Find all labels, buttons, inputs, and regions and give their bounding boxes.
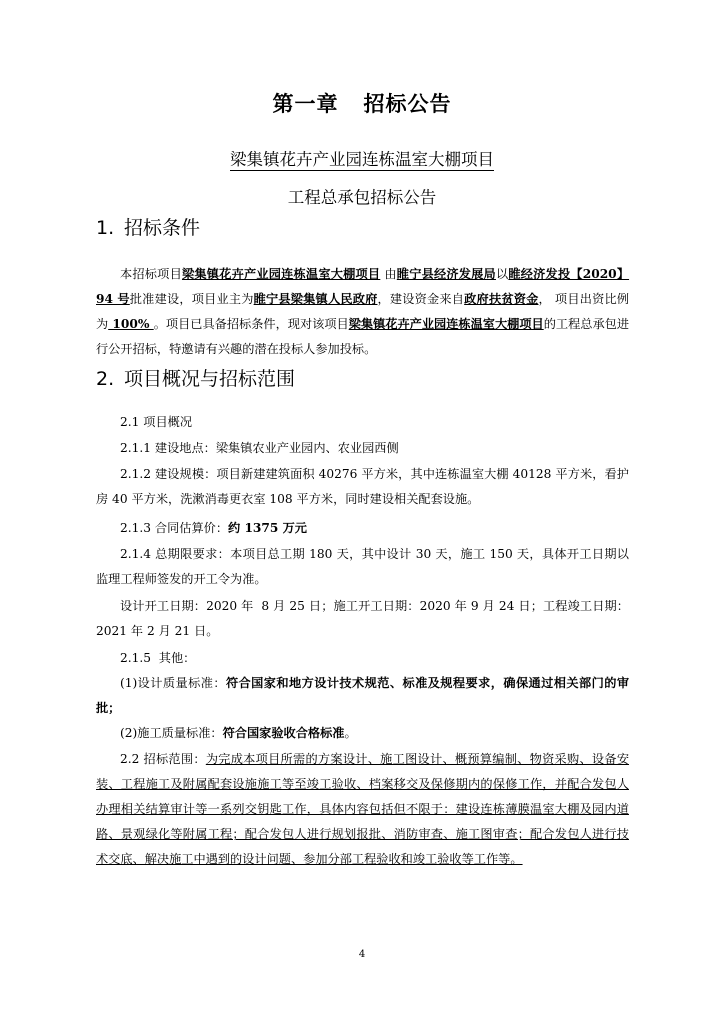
notice-title: 工程总承包招标公告: [287, 188, 437, 207]
design-quality-label: (1)设计质量标准：: [120, 676, 226, 690]
contract-estimate-value: 约 1375 万元: [228, 521, 307, 535]
funding-ratio: 100%: [108, 317, 154, 331]
project-name: 梁集镇花卉产业园连栋温室大棚项目: [181, 267, 381, 281]
design-quality-value: 符合国家和地方设计技术规范、标准及规程要求，确保通过相关部门的审批；: [96, 676, 630, 715]
chapter-title: 第一章 招标公告: [272, 92, 452, 116]
text-fragment: 批准建设，项目业主为: [129, 292, 254, 306]
section-1-number: 1.: [96, 217, 115, 239]
construction-quality-standard: [96, 721, 653, 746]
section-2-title: 项目概况与招标范围: [124, 368, 296, 390]
project-owner: 睢宁县梁集镇人民政府: [253, 292, 378, 306]
construction-scale: 2.1.2 建设规模：项目新建建筑面积 40276 平方米，其中连栋温室大棚 40128 平方米，看护房 40 平方米，洗漱消毒更衣室 108 平方米，同时建设相关配套设施。: [96, 467, 629, 506]
contract-estimate: [96, 516, 653, 541]
project-overview-heading: 2.1 项目概况: [120, 415, 193, 429]
construction-quality-label: (2)施工质量标准：: [120, 726, 223, 740]
fund-source: 政府扶贫资金: [464, 292, 539, 306]
section-1-heading: [96, 213, 200, 240]
section-1-title: 招标条件: [124, 217, 201, 239]
text-fragment: 以: [495, 267, 509, 281]
project-title: [0, 146, 724, 170]
tender-conditions-paragraph: [96, 262, 629, 362]
contract-estimate-label: 2.1.3 合同估算价：: [120, 521, 229, 535]
construction-quality-value: 符合国家验收合格标准: [222, 726, 345, 740]
section-2-heading: [96, 364, 295, 391]
tender-scope-value: 为完成本项目所需的方案设计、施工图设计、概预算编制、物资采购、设备安装、工程施工及附属配套设施施工等至竣工验收、档案移交及保修期内的保修工作，并配合发包人办理相关结算审计等一系列交钥匙工作，具体内容包括但不限于：建设连栋薄膜温室大棚及园内道路、景观绿化等附属工程；配合发包人进行规划报批、消防审查、施工图审查；配合发包人进行技术交底、解决施工中遇到的设计问题、参加分部工程验收和竣工验收等工作等。: [96, 752, 630, 866]
schedule-dates: 设计开工日期：2020 年 8 月 25 日；施工开工日期：2020 年 9 月 24 日；工程竣工日期：2021 年 2 月 21 日。: [96, 599, 629, 638]
section-2-number: 2.: [96, 368, 115, 390]
design-quality-standard: [96, 671, 629, 721]
text-fragment: 的工程总承包进行公开招标，特邀请有兴趣的潜在投标人参加投标。: [96, 317, 630, 356]
approval-document: 睢经济发投【2020】94 号: [96, 267, 630, 306]
schedule-requirement: 2.1.4 总期限要求：本项目总工期 180 天，其中设计 30 天，施工 150 天，具体开工日期以监理工程师签发的开工令为准。: [96, 547, 629, 586]
project-name-repeat: 梁集镇花卉产业园连栋温室大棚项目: [348, 317, 544, 331]
project-title-text: 梁集镇花卉产业园连栋温室大棚项目: [230, 150, 494, 169]
text-fragment: ， 项目出资比例为: [96, 292, 630, 331]
other-heading: 2.1.5 其他：: [120, 651, 196, 665]
text-fragment: 。: [344, 726, 357, 740]
text-fragment: 本招标项目: [120, 267, 182, 281]
tender-scope: [96, 747, 629, 872]
text-fragment: 。项目已具备招标条件，现对该项目: [153, 317, 349, 331]
page-number: 4: [358, 949, 366, 960]
approving-authority: 睢宁县经济发展局: [396, 267, 496, 281]
tender-scope-label: 2.2 招标范围：: [120, 752, 206, 766]
text-fragment: ，建设资金来自: [377, 292, 465, 306]
construction-location: 2.1.1 建设地点：梁集镇农业产业园内、农业园西侧: [120, 441, 399, 455]
text-fragment: 由: [380, 267, 397, 281]
